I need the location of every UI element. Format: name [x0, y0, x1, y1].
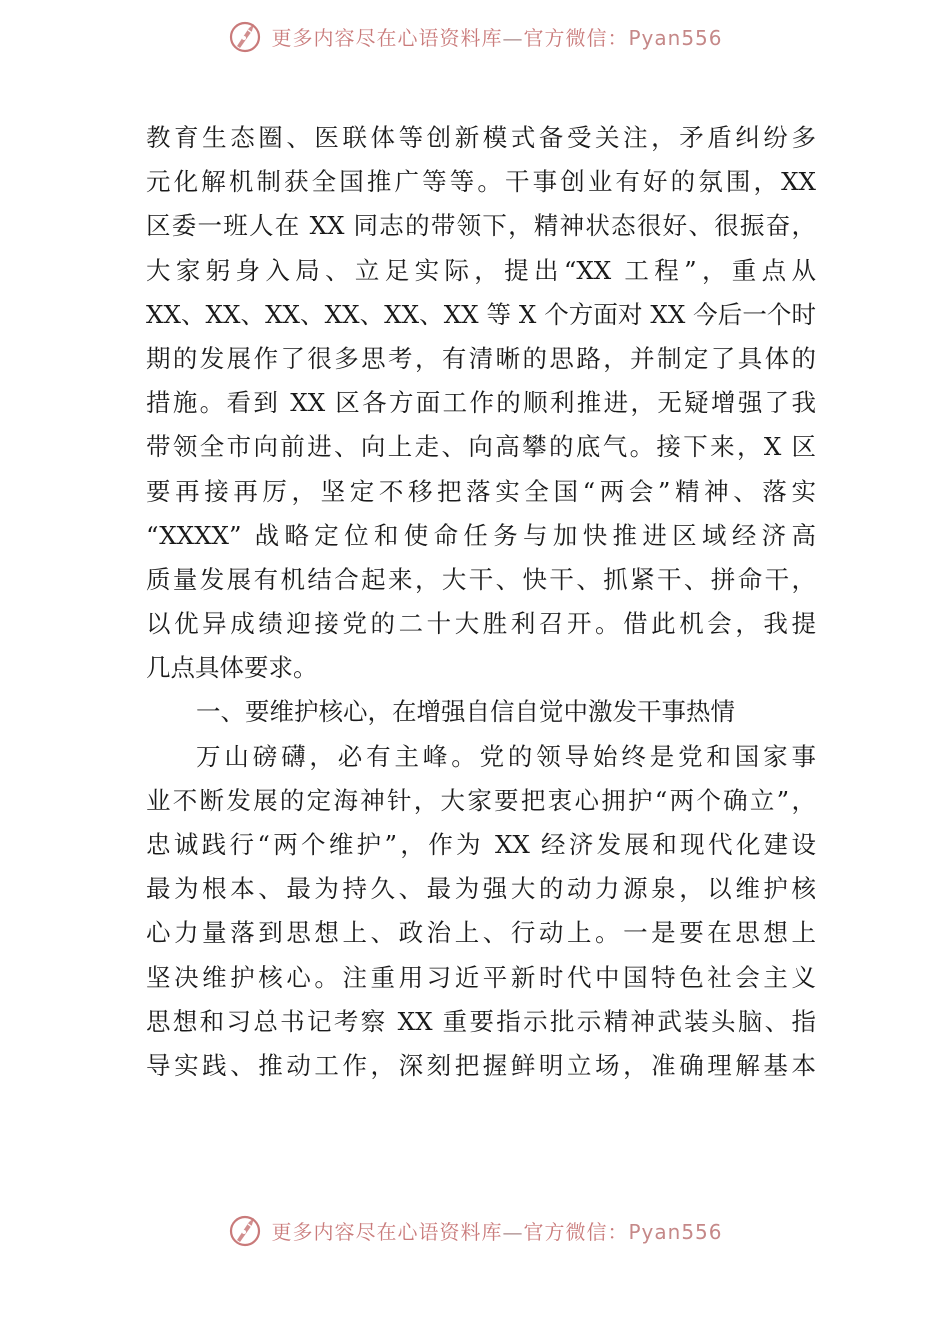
pen-nib-circle-icon [227, 18, 263, 54]
text-line: 思想和习总书记考察 XX 重要指示批示精神武装头脑、指 [146, 1006, 816, 1036]
header-banner [0, 14, 950, 58]
document-body [146, 116, 816, 1088]
text-line: XX、XX、XX、XX、XX、XX 等 X 个方面对 XX 今后一个时 [146, 299, 816, 329]
text-line: 以优异成绩迎接党的二十大胜利召开。借此机会，我提 [146, 609, 816, 639]
banner-title: 更多内容尽在心语资料库 [271, 25, 503, 50]
text-line: 元化解机制获全国推广等等。干事创业有好的氛围，XX [146, 167, 816, 197]
text-line: 几点具体要求。 [146, 653, 318, 683]
banner-separator: — [502, 1219, 524, 1244]
section-heading: 一、要维护核心，在增强自信自觉中激发干事热情 [196, 697, 735, 727]
banner-wechat-id: Pyan556 [628, 1219, 723, 1244]
banner-wechat-id: Pyan556 [628, 25, 723, 50]
footer-banner [0, 1208, 950, 1252]
banner-text [271, 1216, 722, 1245]
text-line: 期的发展作了很多思考，有清晰的思路，并制定了具体的 [146, 343, 816, 373]
banner-official-label: 官方微信： [523, 25, 629, 50]
text-line: 教育生态圈、医联体等创新模式备受关注，矛盾纠纷多 [146, 123, 816, 152]
pen-nib-circle-icon [227, 1212, 263, 1248]
text-line: 导实践、推动工作，深刻把握鲜明立场，准确理解基本 [146, 1050, 816, 1080]
text-line: 万山磅礴，必有主峰。党的领导始终是党和国家事 [196, 741, 816, 771]
text-line: 业不断发展的定海神针，大家要把衷心拥护“两个确立”， [146, 785, 816, 815]
text-line: 大家躬身入局、立足实际，提出“XX 工程”，重点从 [146, 255, 816, 285]
banner-separator: — [502, 25, 524, 50]
banner-title: 更多内容尽在心语资料库 [271, 1219, 503, 1244]
text-line: 区委一班人在 XX 同志的带领下，精神状态很好、很振奋， [146, 211, 816, 241]
text-line: 坚决维护核心。注重用习近平新时代中国特色社会主义 [146, 962, 816, 992]
text-line: 带领全市向前进、向上走、向高攀的底气。接下来，X 区 [146, 432, 816, 462]
text-line: 忠诚践行“两个维护”，作为 XX 经济发展和现代化建设 [146, 830, 816, 859]
text-line: 要再接再厉，坚定不移把落实全国“两会”精神、落实 [146, 476, 816, 506]
text-line: 质量发展有机结合起来，大干、快干、抓紧干、拼命干， [146, 564, 816, 594]
text-line: “XXXX” 战略定位和使命任务与加快推进区域经济高 [146, 520, 816, 550]
text-line: 最为根本、最为持久、最为强大的动力源泉，以维护核 [146, 874, 816, 904]
banner-official-label: 官方微信： [523, 1219, 629, 1244]
banner-text [271, 22, 722, 51]
text-line: 心力量落到思想上、政治上、行动上。一是要在思想上 [146, 918, 816, 948]
text-line: 措施。看到 XX 区各方面工作的顺利推进，无疑增强了我 [146, 388, 816, 418]
